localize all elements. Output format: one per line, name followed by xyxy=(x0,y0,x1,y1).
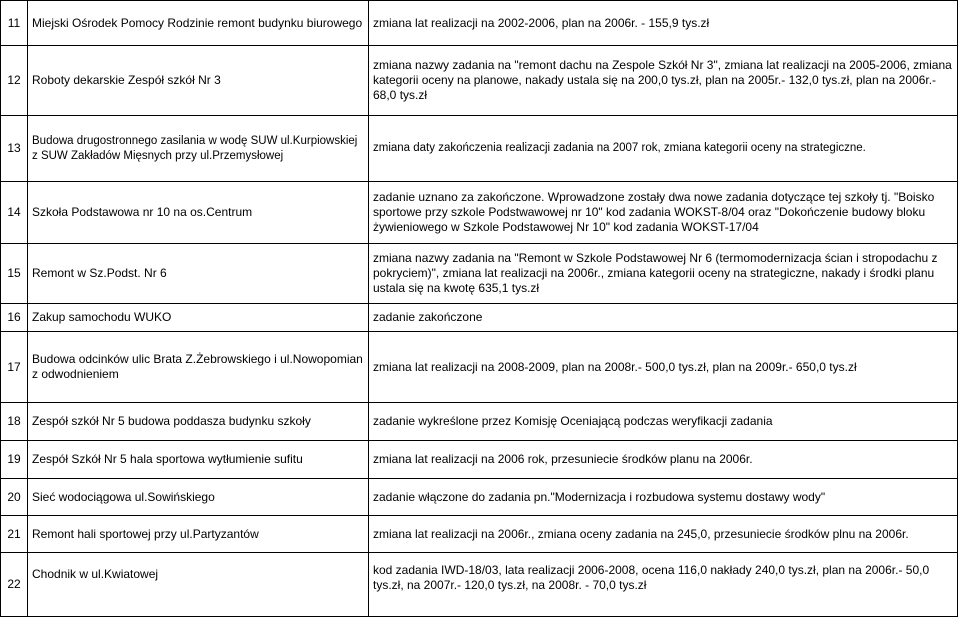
task-change: zmiana lat realizacji na 2008-2009, plan na 2008r.- 500,0 tys.zł, plan na 2009r.- 650,0 tys.zł xyxy=(369,332,958,403)
task-name: Budowa drugostronnego zasilania w wodę SUW ul.Kurpiowskiej z SUW Zakładów Mięsnych przy ul.Przemysłowej xyxy=(28,116,369,182)
row-number: 21 xyxy=(1,516,28,553)
table-row xyxy=(1,116,958,182)
task-name: Chodnik w ul.Kwiatowej xyxy=(28,553,369,617)
task-change: zmiana daty zakończenia realizacji zadania na 2007 rok, zmiana kategorii oceny na strategiczne. xyxy=(369,116,958,182)
row-number: 15 xyxy=(1,244,28,304)
task-change: zmiana nazwy zadania na "remont dachu na Zespole Szkół Nr 3", zmiana lat realizacji na 2005-2006, zmiana kategorii oceny na planowe, nakady ustala się na 200,0 tys.zł, plan na 2005r.- 132,0 tys.zł, plan na 2006r.- 68,0 tys.zł xyxy=(369,46,958,116)
table-row xyxy=(1,516,958,553)
task-name: Zespół szkół Nr 5 budowa poddasza budynku szkoły xyxy=(28,403,369,441)
table-row xyxy=(1,244,958,304)
task-change: zadanie zakończone xyxy=(369,304,958,332)
task-change: zmiana lat realizacji na 2002-2006, plan na 2006r. - 155,9 tys.zł xyxy=(369,1,958,46)
row-number: 19 xyxy=(1,441,28,479)
task-change: zadanie wykreślone przez Komisję Oceniającą podczas weryfikacji zadania xyxy=(369,403,958,441)
row-number: 16 xyxy=(1,304,28,332)
task-change: zmiana nazwy zadania na "Remont w Szkole Podstawowej Nr 6 (termomodernizacja ścian i stropodachu z pokryciem)", zmiana lat realizacji na 2006r., zmiana kategorii oceny na strategiczne, nakady i środki planu ustala się na kwotę 635,1 tys.zł xyxy=(369,244,958,304)
row-number: 11 xyxy=(1,1,28,46)
row-number: 17 xyxy=(1,332,28,403)
table-row xyxy=(1,441,958,479)
table-row xyxy=(1,332,958,403)
table-row xyxy=(1,479,958,516)
row-number: 22 xyxy=(1,553,28,617)
task-name: Zakup samochodu WUKO xyxy=(28,304,369,332)
task-name: Sieć wodociągowa ul.Sowińskiego xyxy=(28,479,369,516)
task-name: Roboty dekarskie Zespół szkół Nr 3 xyxy=(28,46,369,116)
task-name: Budowa odcinków ulic Brata Z.Żebrowskiego i ul.Nowopomian z odwodnieniem xyxy=(28,332,369,403)
task-change: zmiana lat realizacji na 2006 rok, przesuniecie środków planu na 2006r. xyxy=(369,441,958,479)
task-change: zadanie uznano za zakończone. Wprowadzone zostały dwa nowe zadania dotyczące tej szkoły tj. "Boisko sportowe przy szkole Podstwawowej nr 10" kod zadania WOKST-8/04 oraz "Dokończenie budowy bloku żywieniowego w Szkole Podstawowej Nr 10" kod zadania WOKST-17/04 xyxy=(369,182,958,244)
row-number: 13 xyxy=(1,116,28,182)
row-number: 20 xyxy=(1,479,28,516)
row-number: 14 xyxy=(1,182,28,244)
row-number: 12 xyxy=(1,46,28,116)
table-row xyxy=(1,304,958,332)
task-name: Remont hali sportowej przy ul.Partyzantów xyxy=(28,516,369,553)
task-name: Remont w Sz.Podst. Nr 6 xyxy=(28,244,369,304)
table-row xyxy=(1,553,958,617)
table-row xyxy=(1,1,958,46)
table-row xyxy=(1,46,958,116)
task-name: Zespół Szkół Nr 5 hala sportowa wytłumienie sufitu xyxy=(28,441,369,479)
row-number: 18 xyxy=(1,403,28,441)
task-change: zmiana lat realizacji na 2006r., zmiana oceny zadania na 245,0, przesuniecie środków plnu na 2006r. xyxy=(369,516,958,553)
table-row xyxy=(1,182,958,244)
task-name: Miejski Ośrodek Pomocy Rodzinie remont budynku biurowego xyxy=(28,1,369,46)
task-change: kod zadania IWD-18/03, lata realizacji 2006-2008, ocena 116,0 nakłady 240,0 tys.zł, plan na 2006r.- 50,0 tys.zł, na 2007r.- 120,0 tys.zł, na 2008r. - 70,0 tys.zł xyxy=(369,553,958,617)
task-change: zadanie włączone do zadania pn."Modernizacja i rozbudowa systemu dostawy wody" xyxy=(369,479,958,516)
table-row xyxy=(1,403,958,441)
task-name: Szkoła Podstawowa nr 10 na os.Centrum xyxy=(28,182,369,244)
